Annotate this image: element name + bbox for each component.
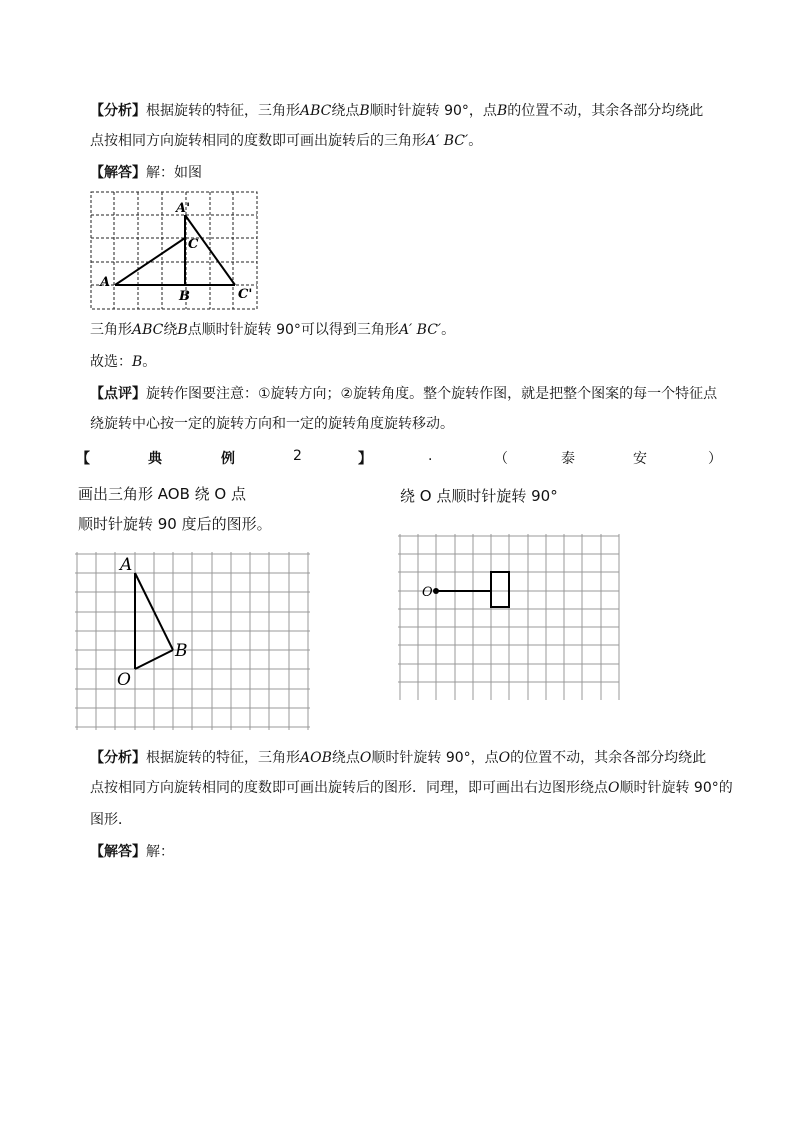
analysis-text: 根据旋转的特征，三角形	[146, 750, 300, 766]
answer-tag: 【解答】	[90, 165, 146, 181]
choice-text: 故选：	[90, 354, 132, 370]
analysis-1-line-1	[90, 101, 703, 121]
result-text: 。	[441, 322, 456, 338]
header-char: 【	[76, 451, 90, 467]
point-name: B	[496, 103, 508, 119]
right-question-line-1: 绕 O 点顺时针旋转 90°	[400, 487, 558, 505]
label-O: O	[422, 585, 433, 600]
analysis-tag: 【分析】	[90, 750, 146, 766]
point-name: B	[177, 322, 188, 338]
comment-line-2	[90, 414, 454, 434]
example-header	[0, 448, 794, 468]
label-B: B	[179, 289, 190, 304]
header-char: .	[428, 448, 433, 464]
comment-line-1	[90, 384, 717, 404]
answer-tag: 【解答】	[90, 844, 146, 860]
triangle-name: ABC	[300, 103, 332, 119]
analysis-text: 绕点	[331, 750, 360, 766]
comment-text: 旋转作图要注意：①旋转方向；②旋转角度。整个旋转作图，就是把整个图案的每一个特征点	[146, 386, 718, 402]
grid-figure-aob	[75, 552, 311, 730]
analysis-text: 顺时针旋转 90°的	[619, 780, 733, 796]
point-name: O	[608, 780, 620, 796]
analysis-text: 绕点	[331, 103, 360, 119]
header-char: 】	[358, 451, 372, 467]
point-name: B	[359, 103, 370, 119]
comment-text: 绕旋转中心按一定的旋转方向和一定的旋转角度旋转移动。	[90, 416, 454, 432]
label-A: A	[120, 555, 133, 575]
analysis-2-line-3: 图形．	[90, 812, 132, 828]
result-text: 点顺时针旋转 90°可以得到三角形	[187, 322, 399, 338]
label-A: A	[100, 275, 111, 290]
analysis-2-line-2	[90, 778, 733, 798]
result-line	[90, 320, 455, 340]
analysis-text: 点按相同方向旋转相同的度数即可画出旋转后的图形．同理，即可画出右边图形绕点	[90, 780, 608, 796]
rotation-figure-abc	[90, 190, 260, 312]
choice-text: 。	[142, 354, 157, 370]
label-A-prime: A'	[176, 201, 191, 216]
header-char: （	[494, 451, 508, 467]
label-B: B	[175, 641, 188, 661]
result-text: 三角形	[90, 322, 132, 338]
analysis-text: 点按相同方向旋转相同的度数即可画出旋转后的三角形	[90, 133, 426, 149]
left-question-line-2: 顺时针旋转 90 度后的图形。	[78, 515, 272, 533]
grid-figure-flag	[398, 534, 620, 700]
answer-text: 解：如图	[146, 165, 202, 181]
analysis-text: 顺时针旋转 90°，点	[371, 750, 499, 766]
analysis-text: 。	[468, 133, 483, 149]
label-C-prime: C'	[238, 287, 253, 302]
choice-line	[90, 352, 156, 372]
point-name: O	[359, 750, 372, 766]
label-C: C	[188, 237, 199, 252]
header-char: 安	[633, 451, 647, 467]
analysis-tag: 【分析】	[90, 103, 146, 119]
comment-tag: 【点评】	[90, 386, 146, 402]
header-char: ）	[708, 451, 722, 467]
point-name: O	[498, 750, 511, 766]
center-point-o	[433, 588, 439, 594]
triangle-name: A′ BC′	[426, 133, 469, 149]
choice-letter: B	[132, 354, 143, 370]
label-O: O	[117, 670, 131, 690]
analysis-text: 根据旋转的特征，三角形	[146, 103, 300, 119]
triangle-name: AOB	[300, 750, 332, 766]
result-text: 绕	[163, 322, 178, 338]
analysis-1-line-2	[90, 131, 482, 151]
header-char: 泰	[561, 451, 575, 467]
triangle-name: A′ BC′	[398, 322, 442, 338]
answer-text: 解：	[146, 844, 174, 860]
analysis-2-line-1	[90, 748, 706, 768]
answer-2	[90, 842, 174, 862]
analysis-text: 的位置不动，其余各部分均绕此	[510, 750, 707, 766]
header-char: 典	[148, 451, 162, 467]
answer-1	[90, 163, 202, 183]
triangle-name: ABC	[132, 322, 164, 338]
analysis-text: 的位置不动，其余各部分均绕此	[507, 103, 704, 119]
header-char: 2	[293, 448, 302, 464]
analysis-text: 顺时针旋转 90°，点	[369, 103, 497, 119]
header-char: 例	[221, 451, 235, 467]
left-question-line-1: 画出三角形 AOB 绕 O 点	[78, 485, 246, 503]
